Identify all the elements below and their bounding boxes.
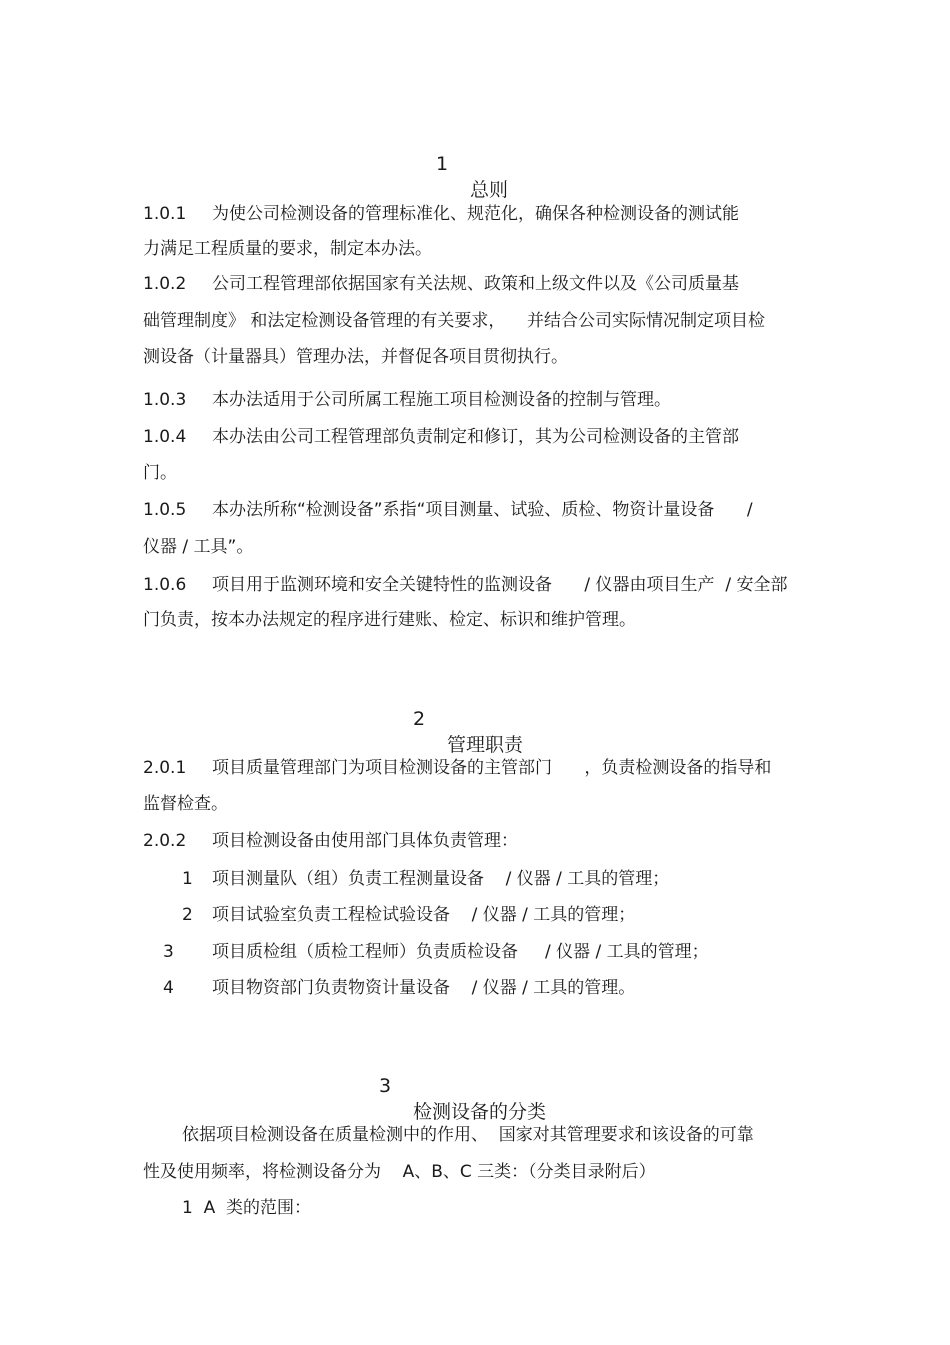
clause-text-line: 门负责，按本办法规定的程序进行建账、检定、标识和维护管理。: [143, 610, 636, 630]
clause-text-line: 项目质量管理部门为项目检测设备的主管部门 ，负责检测设备的指导和: [212, 758, 772, 778]
clause-text-line: 本办法所称“检测设备”系指“项目测量、试验、质检、物资计量设备 /: [212, 500, 753, 520]
clause-number: 1.0.4: [143, 427, 187, 447]
clause-number: 2.0.2: [143, 831, 187, 851]
subsection-label: 1 A 类的范围：: [182, 1198, 312, 1218]
list-item-number: 4: [163, 978, 174, 998]
list-item-number: 3: [163, 942, 174, 962]
clause-number: 2.0.1: [143, 758, 187, 778]
list-item-number: 2: [182, 905, 193, 925]
clause-text-line: 项目用于监测环境和安全关键特性的监测设备 / 仪器由项目生产 / 安全部: [212, 575, 788, 595]
clause-number: 1.0.6: [143, 575, 187, 595]
paragraph-line: 性及使用频率，将检测设备分为 A、B、C 三类：（分类目录附后）: [143, 1162, 656, 1182]
clause-text-line: 为使公司检测设备的管理标准化、规范化，确保各种检测设备的测试能: [212, 204, 739, 224]
list-item-text: 项目测量队（组）负责工程测量设备 / 仪器 / 工具的管理；: [212, 869, 670, 889]
list-item-text: 项目物资部门负责物资计量设备 / 仪器 / 工具的管理。: [212, 978, 636, 998]
section-number: 1: [436, 153, 449, 175]
clause-number: 1.0.2: [143, 274, 187, 294]
clause-text-line: 门。: [143, 463, 177, 483]
section-title: 检测设备的分类: [413, 1101, 547, 1123]
list-item-text: 项目质检组（质检工程师）负责质检设备 / 仪器 / 工具的管理；: [212, 942, 709, 962]
clause-text-line: 本办法适用于公司所属工程施工项目检测设备的控制与管理。: [212, 390, 671, 410]
clause-text-line: 监督检查。: [143, 794, 228, 814]
clause-text-line: 仪器 / 工具”。: [143, 537, 254, 557]
paragraph-line: 依据项目检测设备在质量检测中的作用、 国家对其管理要求和该设备的可靠: [182, 1125, 754, 1145]
list-item-number: 1: [182, 869, 193, 889]
section-title: 管理职责: [447, 734, 524, 756]
clause-text-line: 础管理制度》 和法定检测设备管理的有关要求， 并结合公司实际情况制定项目检: [143, 311, 766, 331]
list-item-text: 项目试验室负责工程检试验设备 / 仪器 / 工具的管理；: [212, 905, 636, 925]
clause-text-line: 公司工程管理部依据国家有关法规、政策和上级文件以及《公司质量基: [212, 274, 739, 294]
clause-text-line: 力满足工程质量的要求，制定本办法。: [143, 239, 432, 259]
clause-number: 1.0.1: [143, 204, 187, 224]
clause-text-line: 本办法由公司工程管理部负责制定和修订，其为公司检测设备的主管部: [212, 427, 739, 447]
clause-text-line: 测设备（计量器具）管理办法，并督促各项目贯彻执行。: [143, 347, 568, 367]
section-title: 总则: [470, 179, 509, 201]
clause-number: 1.0.3: [143, 390, 187, 410]
clause-text-line: 项目检测设备由使用部门具体负责管理：: [212, 831, 518, 851]
clause-number: 1.0.5: [143, 500, 187, 520]
section-number: 2: [413, 708, 426, 730]
section-number: 3: [379, 1075, 392, 1097]
